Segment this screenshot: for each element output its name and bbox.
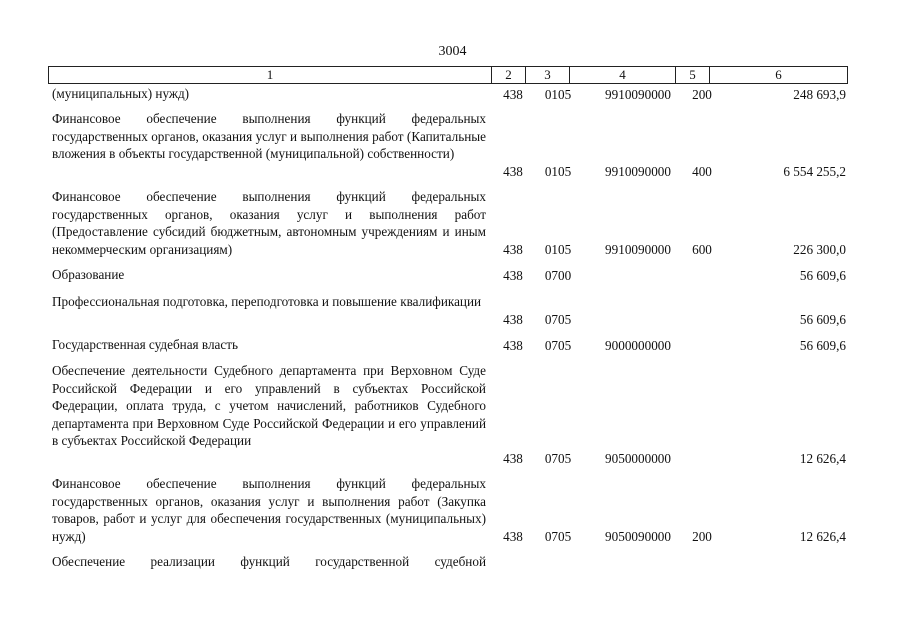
cell-col-5: 400 (692, 163, 712, 179)
cell-col-5: 200 (692, 528, 712, 544)
cell-col-2: 438 (503, 450, 523, 466)
cell-col-3: 0700 (544, 267, 572, 283)
cell-col-6: 56 609,6 (799, 311, 846, 327)
row-description: Образование (52, 267, 125, 282)
cell-col-3: 0105 (544, 241, 572, 257)
table-row (52, 293, 848, 328)
cell-col-5: 200 (692, 86, 712, 102)
table-row (52, 553, 848, 571)
page-number: 3004 (438, 44, 467, 59)
table-row (52, 362, 848, 467)
cell-col-3: 0705 (544, 337, 572, 353)
cell-col-3: 0105 (544, 86, 572, 102)
row-description: Финансовое обеспечение выполнения функций федеральных государственных органов, оказания услуг и выполнения работ (Закупка товаров, работ и услуг для обеспечения государственных (муниципальных) нужд) (52, 476, 486, 544)
table-row (52, 110, 848, 180)
cell-col-2: 438 (503, 267, 523, 283)
row-description: Обеспечение деятельности Судебного департамента при Верховном Суде Российской Федерации и его управлений в субъектах Российской Федерации, оплата труда, с учетом начислений, работников Судебного департамента при Верховном Суде Российской Федерации и его управлений в субъектах Российской Федерации (52, 363, 486, 448)
table-header (48, 66, 848, 84)
cell-col-6: 56 609,6 (799, 337, 846, 353)
cell-col-4: 9050000000 (605, 450, 671, 466)
cell-col-4: 9910090000 (605, 86, 671, 102)
row-description: Финансовое обеспечение выполнения функций федеральных государственных органов, оказания услуг и выполнения работ (Капитальные вложения в объекты государственной (муниципальной) собственности) (52, 111, 486, 161)
cell-col-6: 56 609,6 (799, 267, 846, 283)
table-row (52, 188, 848, 258)
cell-col-2: 438 (503, 337, 523, 353)
cell-col-4: 9000000000 (605, 337, 671, 353)
cell-col-6: 226 300,0 (793, 241, 846, 257)
header-col-1: 1 (266, 67, 274, 82)
row-description: Профессиональная подготовка, переподготовка и повышение квалификации (52, 294, 482, 309)
row-description: Обеспечение реализации функций государственной судебной (52, 554, 486, 569)
cell-col-4: 9910090000 (605, 163, 671, 179)
header-col-2: 2 (491, 67, 525, 83)
cell-col-2: 438 (503, 86, 523, 102)
table-row (52, 475, 848, 545)
cell-col-4: 9050090000 (605, 528, 671, 544)
header-col-6: 6 (709, 67, 847, 83)
cell-col-2: 438 (503, 241, 523, 257)
cell-col-2: 438 (503, 311, 523, 327)
cell-col-2: 438 (503, 163, 523, 179)
cell-col-4: 9910090000 (605, 241, 671, 257)
table-row (52, 336, 848, 354)
header-col-4: 4 (569, 67, 675, 83)
row-description: Государственная судебная власть (52, 337, 239, 352)
row-description: Финансовое обеспечение выполнения функций федеральных государственных органов, оказания услуг и выполнения работ (Предоставление субсидий бюджетным, автономным учреждениям и иным некоммерческим организациям) (52, 189, 486, 257)
cell-col-3: 0705 (544, 450, 572, 466)
cell-col-6: 12 626,4 (799, 450, 846, 466)
row-description: (муниципальных) нужд) (52, 86, 190, 101)
table-row (52, 85, 848, 103)
header-col-5: 5 (675, 67, 709, 83)
cell-col-6: 248 693,9 (793, 86, 846, 102)
cell-col-6: 6 554 255,2 (783, 163, 846, 179)
cell-col-3: 0105 (544, 163, 572, 179)
cell-col-3: 0705 (544, 311, 572, 327)
cell-col-6: 12 626,4 (799, 528, 846, 544)
cell-col-5: 600 (692, 241, 712, 257)
cell-col-2: 438 (503, 528, 523, 544)
table-row (52, 266, 848, 284)
header-col-3: 3 (525, 67, 569, 83)
cell-col-3: 0705 (544, 528, 572, 544)
